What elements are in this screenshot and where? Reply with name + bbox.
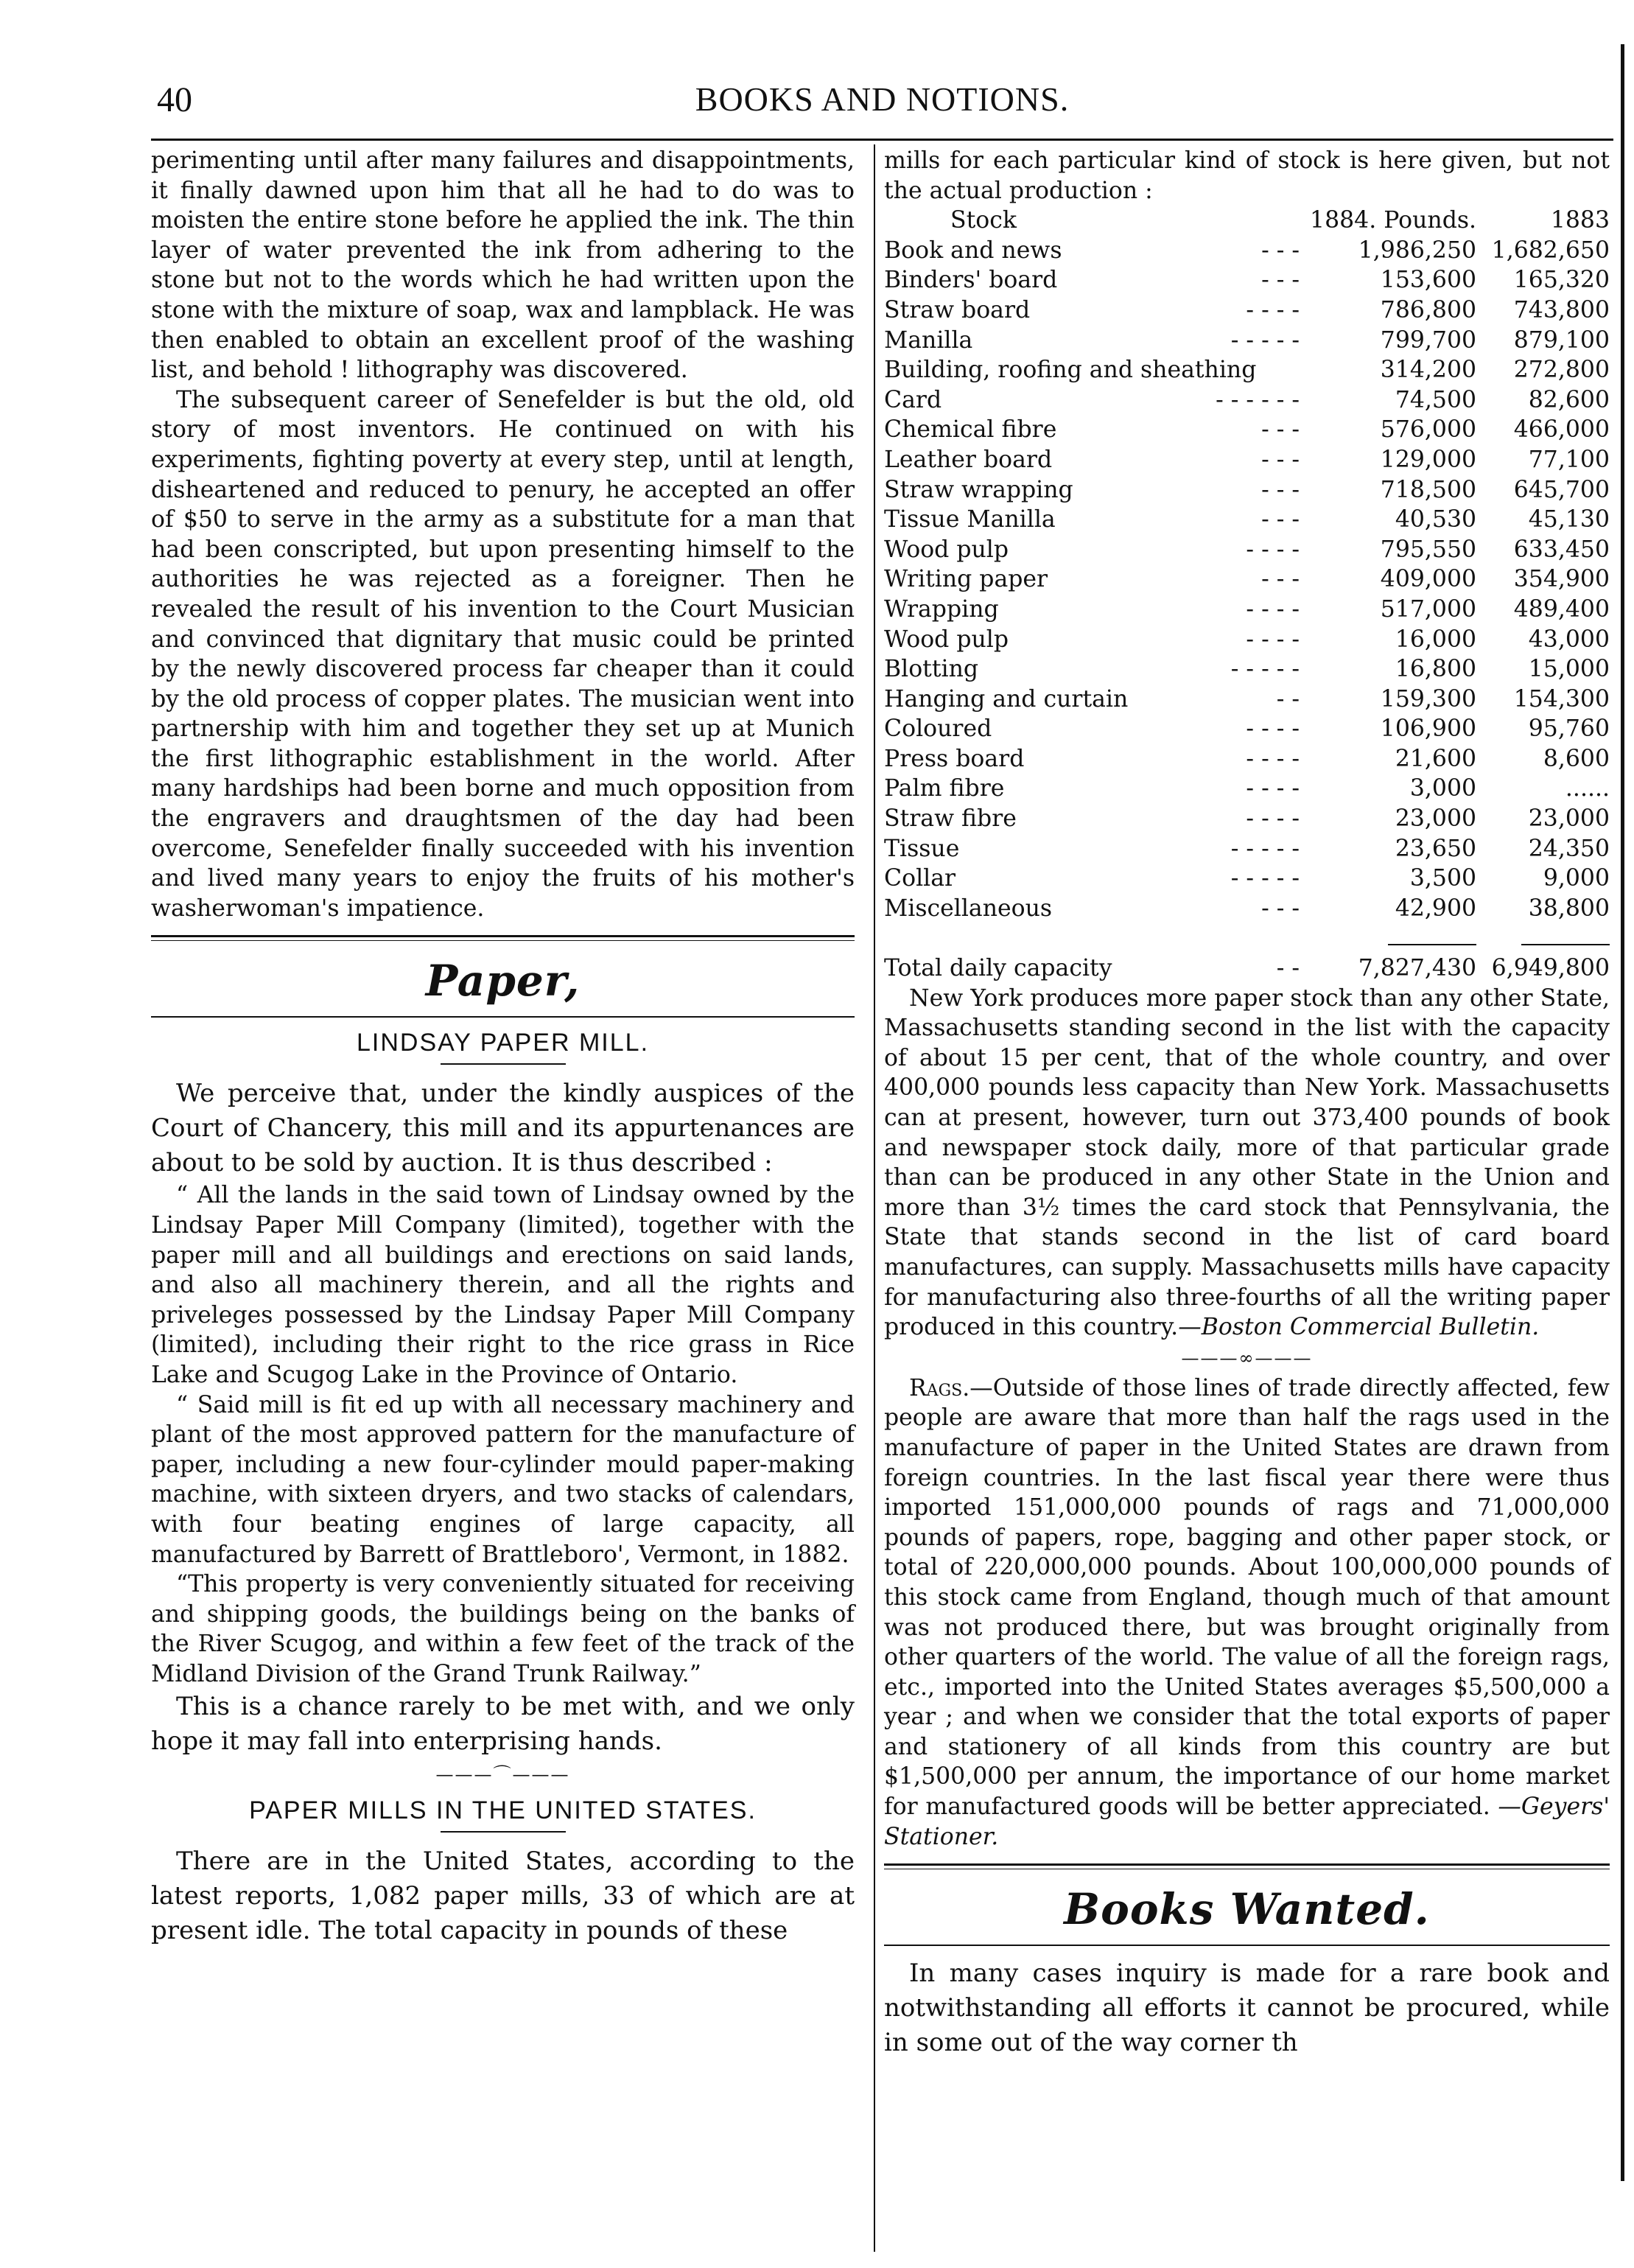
lindsay-paragraph-1: We perceive that, under the kindly auspices of the Court of Chancery, this mill and its appurtenances are about to be sold by auction. It is thus described : bbox=[151, 1079, 855, 1178]
table-row bbox=[884, 535, 1610, 565]
stock-name: Manilla - - - - - bbox=[884, 326, 1300, 354]
stock-name: Writing paper - - - bbox=[884, 566, 1300, 593]
value-1884: 74,500 bbox=[1395, 386, 1477, 413]
value-1883: 43,000 bbox=[1528, 626, 1610, 653]
value-1883: 45,130 bbox=[1528, 506, 1610, 533]
table-row bbox=[884, 625, 1610, 655]
table-row bbox=[884, 385, 1610, 416]
value-1883: 38,800 bbox=[1528, 895, 1610, 922]
header-1884: 1884. Pounds. bbox=[1310, 207, 1477, 234]
stock-name: Blotting - - - - - bbox=[884, 656, 1300, 683]
section-rule bbox=[884, 1945, 1610, 1946]
rags-paragraph: Rags.—Outside of those lines of trade directly affected, few people are aware that more than half the rags used in the manufacture of paper in the United States are drawn from foreign countries. In the last fiscal year there were thus imported 151,000,000 pounds of rags and 71,000,000 pounds of papers, rope, bagging and other paper stock, or total of 220,000,000 pounds. About 100,000,000 pounds of this stock came from England, though much of that amount was not produced there, but was brought originally from other quarters of the world. The value of all the foreign rags, etc., imported into the United States averages $5,500,000 a year ; and when we consider that the total exports of paper and stationery of all kinds from this country are but $1,500,000 per annum, the importance of our home market for manufactured goods will be better appreciated. —Geyers' Stationer. bbox=[884, 1374, 1610, 1850]
value-1883: 354,900 bbox=[1513, 566, 1610, 593]
table-row bbox=[884, 415, 1610, 445]
header-stock: Stock bbox=[950, 207, 1017, 234]
table-row bbox=[884, 685, 1610, 715]
value-1883: 165,320 bbox=[1513, 267, 1610, 294]
stock-name: Coloured - - - - bbox=[884, 715, 1300, 743]
table-row bbox=[884, 894, 1610, 924]
column-divider bbox=[874, 144, 875, 2252]
stock-name: Building, roofing and sheathing bbox=[884, 357, 1257, 384]
value-1884: 799,700 bbox=[1380, 326, 1477, 354]
value-1883: 15,000 bbox=[1528, 656, 1610, 683]
value-1883: 77,100 bbox=[1528, 446, 1610, 473]
stock-name: Book and news - - - bbox=[884, 237, 1300, 264]
value-1884: 786,800 bbox=[1380, 296, 1477, 323]
stock-name: Wrapping - - - - bbox=[884, 595, 1300, 623]
value-1884: 576,000 bbox=[1380, 416, 1477, 444]
stock-name: Collar - - - - - bbox=[884, 865, 1300, 892]
header-1883: 1883 bbox=[1550, 207, 1610, 234]
title-underline bbox=[441, 1831, 566, 1833]
intro-paragraph-2: The subsequent career of Senefelder is but the old, old story of most inventors. He continued on with his experiments, fighting poverty at every step, until at length, disheartened and reduced to penury, he accepted an offer of $50 to serve in the army as a substitute for a man that had been conscripted, but upon presenting himself to the authorities he was rejected as a foreigner. Then he revealed the result of his invention to the Court Musician and convinced that dignitary that music could be printed by the newly discovered process far cheaper than it could by the old process of copper plates. The musician went into partnership with him and together they set up at Munich the first lithographic establishment in the world. After many hardships had been borne and much opposition from the engravers and draughtsmen of the day had been overcome, Senefelder finally succeeded with his invention and lived many years to enjoy the fruits of his mother's washerwoman's impatience. bbox=[151, 386, 855, 922]
article-title-lindsay: LINDSAY PAPER MILL. bbox=[356, 1029, 650, 1057]
value-1883: 82,600 bbox=[1528, 386, 1610, 413]
total-1884: 7,827,430 bbox=[1358, 955, 1477, 982]
value-1884: 23,000 bbox=[1395, 805, 1477, 833]
stock-name: Tissue Manilla - - - bbox=[884, 506, 1300, 533]
table-row bbox=[884, 445, 1610, 475]
value-1884: 129,000 bbox=[1380, 446, 1477, 473]
value-1883: 95,760 bbox=[1528, 715, 1610, 743]
page-header bbox=[151, 80, 1613, 131]
stock-name: Straw wrapping - - - bbox=[884, 476, 1300, 503]
total-label: Total daily capacity - - bbox=[884, 955, 1300, 982]
books-wanted-paragraph: In many cases inquiry is made for a rare book and notwithstanding all efforts it cannot be procured, while in some out of the way corner th bbox=[884, 1959, 1610, 2058]
table-row bbox=[884, 265, 1610, 295]
section-separator bbox=[884, 1863, 1610, 1869]
section-separator bbox=[151, 935, 855, 941]
lindsay-paragraph-5: This is a chance rarely to be met with, and we only hope it may fall into enterprising hands. bbox=[151, 1691, 855, 1756]
value-1883: 466,000 bbox=[1513, 416, 1610, 444]
value-1883: 8,600 bbox=[1543, 745, 1610, 772]
value-1884: 23,650 bbox=[1395, 835, 1477, 862]
table-intro: mills for each particular kind of stock is here given, but not the actual production : bbox=[884, 147, 1610, 204]
intro-paragraph-1: perimenting until after many failures and disappointments, it finally dawned upon him that all he had to do was to moisten the entire stone before he applied the ink. The thin layer of water prevented the ink from adhering to the stone but not to the words which he had written upon the stone with the mixture of soap, wax and lampblack. He was then enabled to obtain an excellent proof of the washing list, and behold ! lithography was discovered. bbox=[151, 147, 855, 384]
table-row bbox=[884, 804, 1610, 834]
table-row bbox=[884, 834, 1610, 864]
table-header-row bbox=[884, 206, 1610, 236]
value-1883: 154,300 bbox=[1513, 685, 1610, 713]
value-1884: 517,000 bbox=[1380, 595, 1477, 623]
header-rule bbox=[151, 139, 1613, 141]
title-underline bbox=[441, 1063, 566, 1065]
totals-rule-row bbox=[884, 923, 1610, 953]
value-1883: 879,100 bbox=[1513, 326, 1610, 354]
section-title-paper: Paper, bbox=[425, 956, 581, 1007]
right-column bbox=[884, 146, 1610, 2060]
value-1883: 645,700 bbox=[1513, 476, 1610, 503]
table-row bbox=[884, 355, 1610, 385]
stock-name: Leather board - - - bbox=[884, 446, 1300, 473]
value-1884: 153,600 bbox=[1380, 267, 1477, 294]
value-1884: 16,800 bbox=[1395, 656, 1477, 683]
table-row bbox=[884, 475, 1610, 505]
stock-name: Wood pulp - - - - bbox=[884, 536, 1300, 563]
table-row bbox=[884, 295, 1610, 326]
table-row bbox=[884, 774, 1610, 804]
table-row bbox=[884, 744, 1610, 774]
left-column bbox=[151, 146, 855, 1948]
stock-name: Binders' board - - - bbox=[884, 267, 1300, 294]
value-1884: 795,550 bbox=[1380, 536, 1477, 563]
stock-name: Palm fibre - - - - bbox=[884, 775, 1300, 802]
stock-name: Chemical fibre - - - bbox=[884, 416, 1300, 444]
source-credit: —Boston Commercial Bulletin. bbox=[1178, 1314, 1540, 1341]
running-title: BOOKS AND NOTIONS. bbox=[695, 80, 1070, 118]
value-1884: 21,600 bbox=[1395, 745, 1477, 772]
value-1883: 633,450 bbox=[1513, 536, 1610, 563]
ornament-divider: ———⌒——— bbox=[435, 1763, 570, 1785]
value-1883: 1,682,650 bbox=[1491, 237, 1610, 264]
table-row bbox=[884, 236, 1610, 266]
value-1884: 159,300 bbox=[1380, 685, 1477, 713]
page-number: 40 bbox=[157, 80, 192, 119]
value-1884: 3,500 bbox=[1409, 865, 1477, 892]
paper-mills-paragraph: There are in the United States, according to the latest reports, 1,082 paper mills, 33 of which are at present idle. The total capacity in pounds of these bbox=[151, 1846, 855, 1945]
article-title-paper-mills: PAPER MILLS IN THE UNITED STATES. bbox=[249, 1796, 757, 1824]
stock-name: Straw fibre - - - - bbox=[884, 805, 1300, 833]
value-1883: 24,350 bbox=[1528, 835, 1610, 862]
lindsay-paragraph-3: “ Said mill is fit ed up with all necessary machinery and plant of the most approved pattern for the manufacture of paper, including a new four-cylinder mould paper-making machine, with sixteen dryers, and two stacks of calendars, with four beating engines of large capacity, all manufactured by Barrett of Brattleboro', Vermont, in 1882. bbox=[151, 1391, 855, 1568]
table-row bbox=[884, 654, 1610, 685]
lindsay-paragraph-4: “This property is very conveniently situated for receiving and shipping goods, the buildings being on the banks of the River Scugog, and within a few feet of the track of the Midland Division of the Grand Trunk Railway.” bbox=[151, 1571, 855, 1687]
table-row bbox=[884, 505, 1610, 535]
value-1883: 9,000 bbox=[1543, 865, 1610, 892]
value-1883: 272,800 bbox=[1513, 357, 1610, 384]
table-row bbox=[884, 564, 1610, 595]
value-1884: 42,900 bbox=[1395, 895, 1477, 922]
table-row bbox=[884, 714, 1610, 744]
value-1884: 718,500 bbox=[1380, 476, 1477, 503]
section-title-books-wanted: Books Wanted. bbox=[1064, 1884, 1430, 1935]
value-1884: 1,986,250 bbox=[1358, 237, 1477, 264]
ornament-divider-2: ———∞——— bbox=[1181, 1347, 1313, 1368]
value-1884: 106,900 bbox=[1380, 715, 1477, 743]
value-1884: 40,530 bbox=[1395, 506, 1477, 533]
stock-name: Miscellaneous - - - bbox=[884, 895, 1300, 922]
page-edge-rule bbox=[1621, 44, 1624, 2181]
stock-name: Wood pulp - - - - bbox=[884, 626, 1300, 653]
stock-name: Press board - - - - bbox=[884, 745, 1300, 772]
after-table-paragraph: New York produces more paper stock than any other State, Massachusetts standing second in the list with the capacity of about 15 per cent, that of the whole country, and over 400,000 pounds less capacity than New York. Massachusetts can at present, however, turn out 373,400 pounds of book and newspaper stock daily, more of that particular grade than can be produced in any other State in the Union and more than 3½ times the card stock that Pennsylvania, the State that stands second in the list of card board manufactures, can supply. Massachusetts mills have capacity for manufacturing also three-fourths of all the writing paper produced in this country.—Boston Commercial Bulletin. bbox=[884, 984, 1610, 1341]
table-row bbox=[884, 326, 1610, 356]
production-table bbox=[884, 206, 1610, 983]
table-row bbox=[884, 595, 1610, 625]
stock-name: Card - - - - - - bbox=[884, 386, 1300, 413]
value-1884: 16,000 bbox=[1395, 626, 1477, 653]
source-credit: —Geyers' Stationer. bbox=[884, 1793, 1610, 1850]
value-1883: 489,400 bbox=[1513, 595, 1610, 623]
total-row bbox=[884, 953, 1610, 984]
lindsay-paragraph-2: “ All the lands in the said town of Lindsay owned by the Lindsay Paper Mill Company (limited), together with the paper mill and all buildings and erections on said lands, and also all machinery therein, and all the rights and priveleges possessed by the Lindsay Paper Mill Company (limited), including their right to the rice grass in Rice Lake and Scugog Lake in the Province of Ontario. bbox=[151, 1182, 855, 1388]
stock-name: Straw board - - - - bbox=[884, 296, 1300, 323]
total-1883: 6,949,800 bbox=[1491, 955, 1610, 982]
value-1883: 23,000 bbox=[1528, 805, 1610, 833]
value-1884: 3,000 bbox=[1409, 775, 1477, 802]
stock-name: Tissue - - - - - bbox=[884, 835, 1300, 862]
value-1884: 314,200 bbox=[1380, 357, 1477, 384]
value-1884: 409,000 bbox=[1380, 566, 1477, 593]
value-1883: 743,800 bbox=[1513, 296, 1610, 323]
value-1883: ...... bbox=[1565, 775, 1610, 802]
rags-lead: Rags. bbox=[909, 1374, 970, 1401]
section-rule bbox=[151, 1016, 855, 1018]
table-row bbox=[884, 864, 1610, 894]
stock-name: Hanging and curtain - - bbox=[884, 685, 1300, 713]
